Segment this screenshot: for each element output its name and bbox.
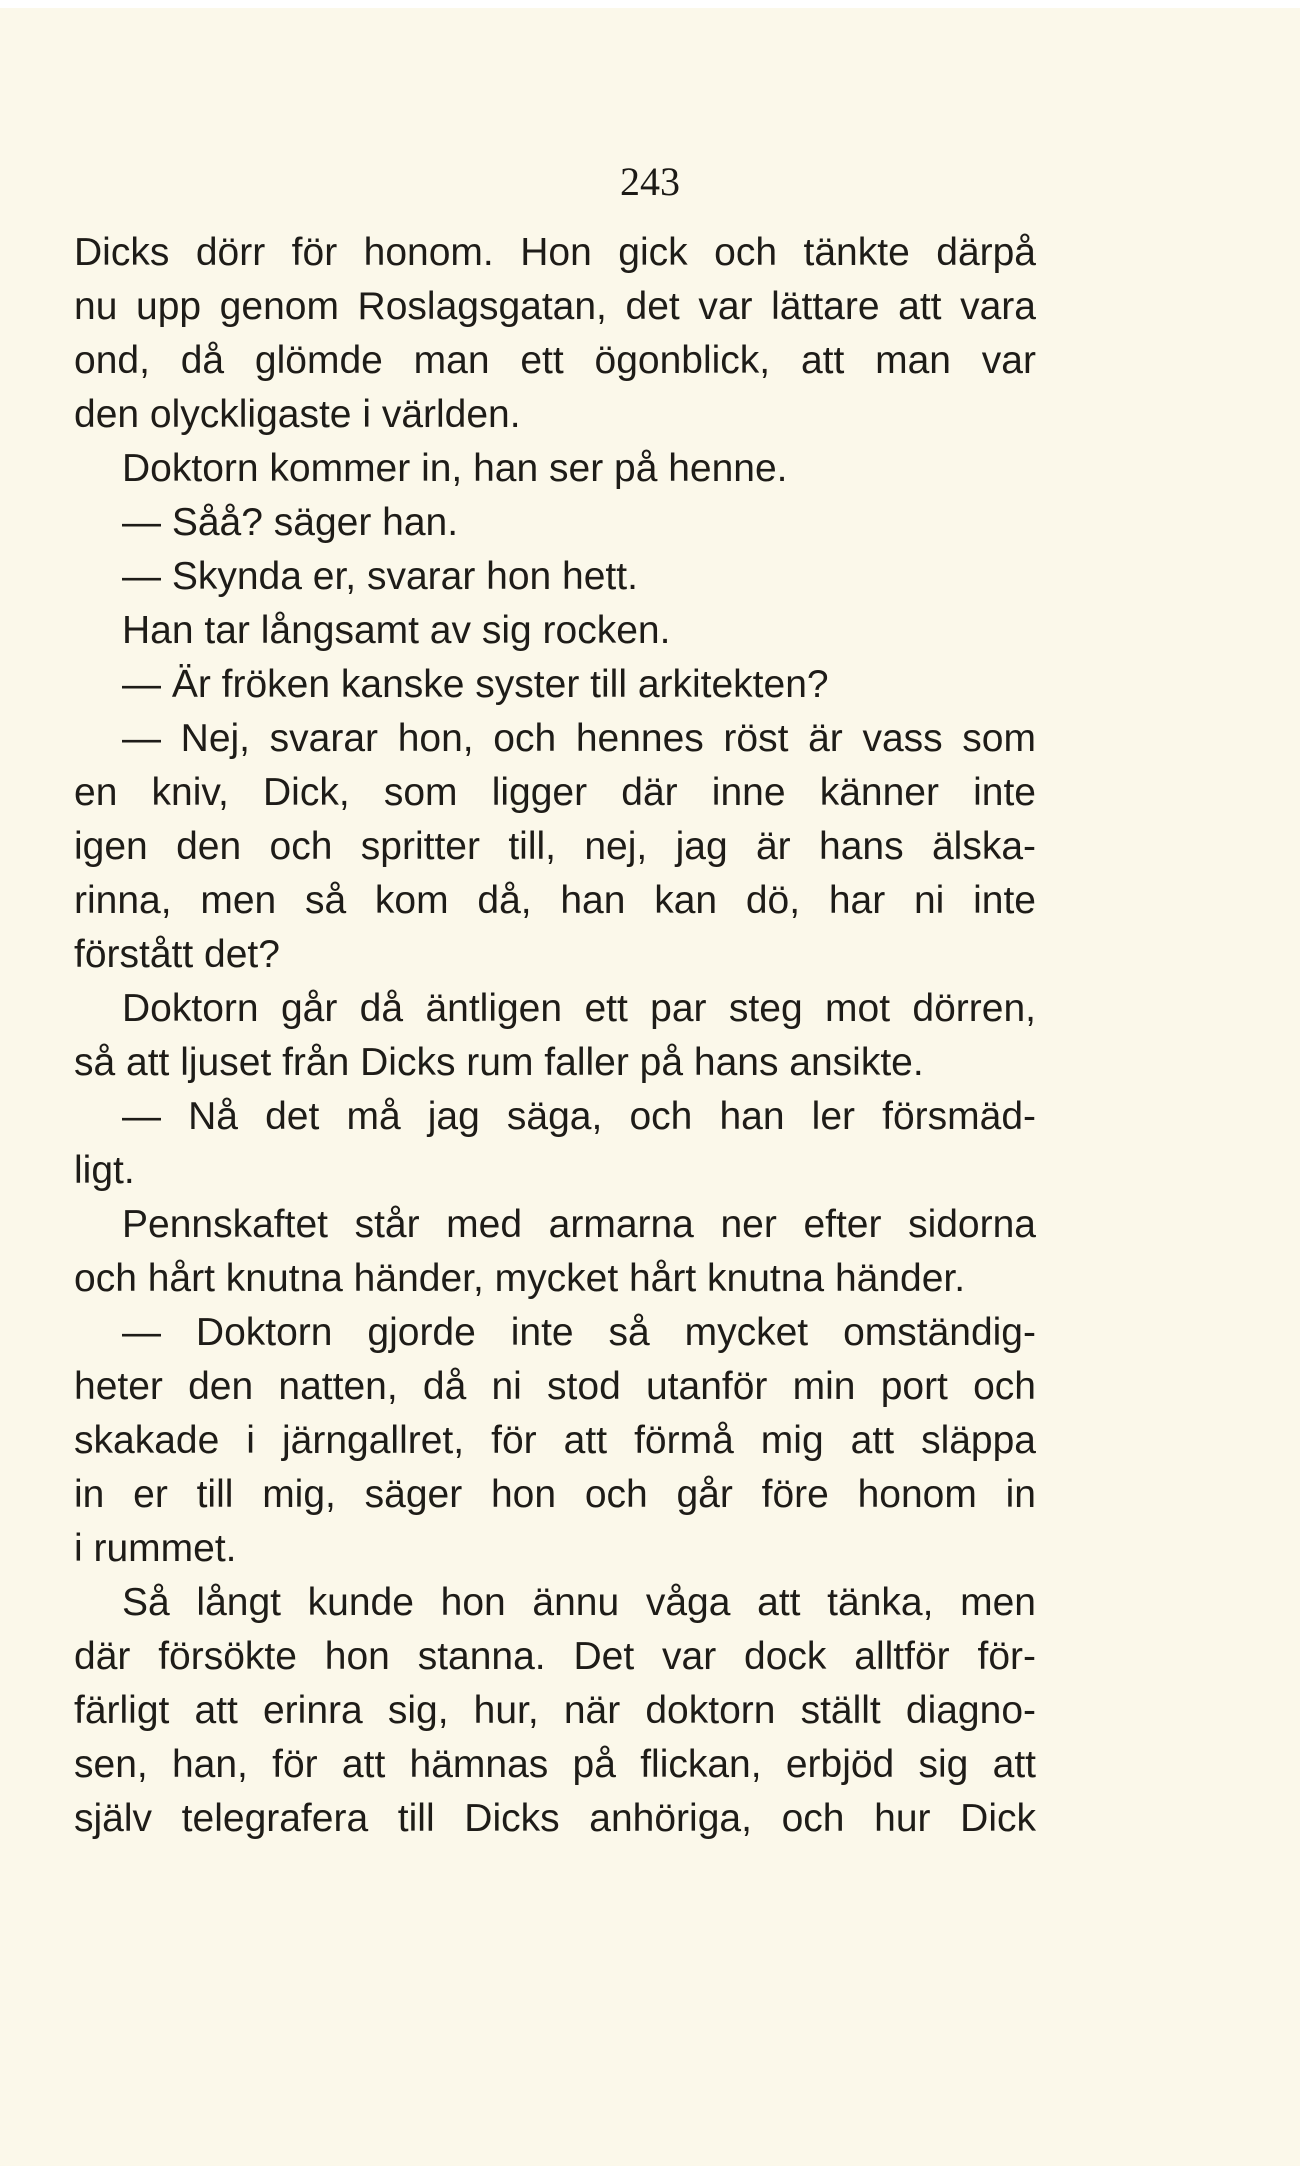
text-line: igen den och spritter till, nej, jag är hans älska- [74, 825, 1036, 868]
text-line: den olyckligaste i världen. [74, 393, 521, 436]
text-line: — Såå? säger han. [122, 501, 459, 544]
text-line: där försökte hon stanna. Det var dock alltför för- [74, 1635, 1036, 1678]
text-line: heter den natten, då ni stod utanför min port och [74, 1365, 1036, 1408]
text-line: Så långt kunde hon ännu våga att tänka, men [122, 1581, 1036, 1624]
text-line: Dicks dörr för honom. Hon gick och tänkte därpå [74, 231, 1036, 274]
page-number: 243 [620, 159, 680, 204]
text-line: sen, han, för att hämnas på flickan, erbjöd sig att [74, 1743, 1036, 1786]
text-line: en kniv, Dick, som ligger där inne känner inte [74, 771, 1036, 814]
text-line: ond, då glömde man ett ögonblick, att man var [74, 339, 1036, 382]
text-line: Han tar långsamt av sig rocken. [122, 609, 671, 652]
text-line: Doktorn går då äntligen ett par steg mot dörren, [122, 987, 1036, 1030]
text-line: nu upp genom Roslagsgatan, det var lättare att vara [74, 285, 1036, 328]
text-line: i rummet. [74, 1527, 237, 1570]
text-line: och hårt knutna händer, mycket hårt knutna händer. [74, 1257, 966, 1300]
text-line: så att ljuset från Dicks rum faller på hans ansikte. [74, 1041, 924, 1084]
text-line: — Doktorn gjorde inte så mycket omständig- [122, 1311, 1036, 1354]
book-page [0, 8, 1300, 2166]
body-text [74, 226, 1036, 1846]
text-line: förstått det? [74, 933, 280, 976]
text-line: rinna, men så kom då, han kan dö, har ni inte [74, 879, 1036, 922]
text-line: skakade i järngallret, för att förmå mig att släppa [74, 1419, 1036, 1462]
text-line: — Nå det må jag säga, och han ler försmäd- [122, 1095, 1036, 1138]
text-line: — Är fröken kanske syster till arkitekten? [122, 663, 829, 706]
text-line: — Skynda er, svarar hon hett. [122, 555, 638, 598]
text-line: in er till mig, säger hon och går före honom in [74, 1473, 1036, 1516]
text-line: Pennskaftet står med armarna ner efter sidorna [122, 1203, 1036, 1246]
text-line: Doktorn kommer in, han ser på henne. [122, 447, 788, 490]
text-line: ligt. [74, 1149, 135, 1192]
text-line: själv telegrafera till Dicks anhöriga, och hur Dick [74, 1797, 1036, 1840]
text-line: — Nej, svarar hon, och hennes röst är vass som [122, 717, 1036, 760]
text-line: färligt att erinra sig, hur, när doktorn ställt diagno- [74, 1689, 1036, 1732]
